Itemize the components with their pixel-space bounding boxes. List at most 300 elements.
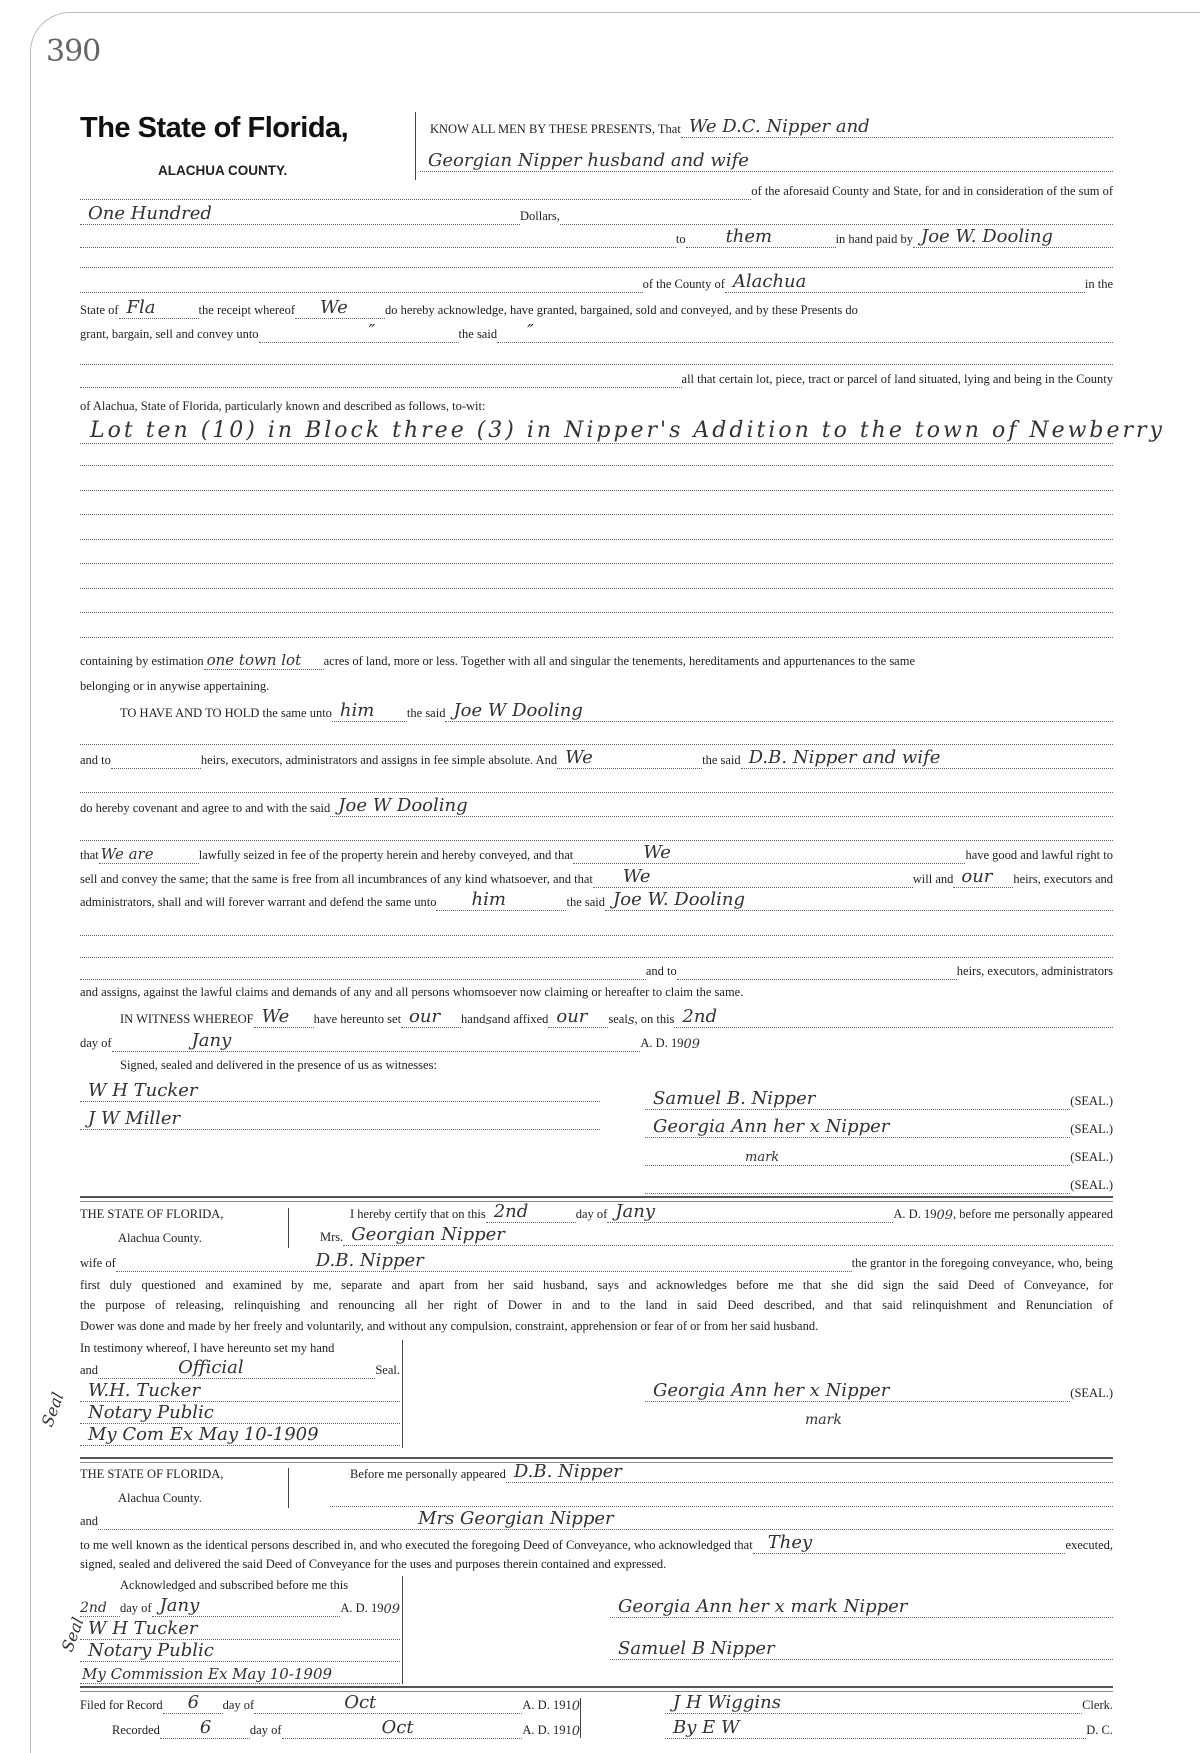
handwriting: W H Tucker	[88, 1080, 198, 1101]
blank-field	[80, 961, 646, 980]
handwriting: 2nd	[493, 1201, 529, 1222]
document-title: The State of Florida,	[80, 112, 349, 144]
label: of Alachua, State of Florida, particularly known and described as follows, to-wit:	[80, 399, 486, 413]
filed-row	[80, 1694, 580, 1714]
grantee-field	[445, 700, 1113, 722]
witness-signature	[80, 1082, 600, 1102]
grantor-signature	[645, 1174, 1113, 1194]
paragraph-line: the purpose of releasing, relinquishing and renouncing all her right of Dower in and to the land in said Deed described, and that said relinquishment and Renunciation of	[80, 1298, 1113, 1312]
grantors-row-2	[420, 152, 1113, 172]
label: to	[675, 232, 686, 246]
row	[80, 1315, 1113, 1335]
row	[80, 395, 1113, 415]
row	[120, 1054, 1113, 1074]
handwriting: Joe W. Dooling	[613, 889, 745, 910]
grantee-field	[330, 795, 1113, 817]
grantee-field	[913, 226, 1113, 248]
notary-line	[80, 1664, 400, 1684]
label: A. D. 191	[522, 1698, 572, 1712]
grantor-signature	[645, 1146, 1113, 1166]
grantors-field	[681, 116, 1113, 138]
official-row	[80, 1359, 400, 1379]
handwriting: D.B. Nipper	[315, 1250, 424, 1271]
label: D. C.	[1086, 1723, 1113, 1737]
notary-line	[80, 1642, 400, 1662]
known-row	[80, 1534, 1113, 1554]
label: belonging or in anywise appertaining.	[80, 679, 270, 693]
label: will and	[912, 872, 954, 886]
our-field	[953, 866, 1013, 888]
handwriting: Notary Public	[88, 1402, 214, 1423]
handwriting: We	[565, 747, 593, 768]
blank-field	[80, 496, 1113, 515]
label: A. D. 19	[640, 1036, 684, 1050]
label: KNOW ALL MEN BY THESE PRESENTS, That	[430, 122, 681, 136]
label: lawfully seized in fee of the property herein and hereby conveyed, and that	[198, 848, 574, 862]
handwriting: W.H. Tucker	[88, 1380, 201, 1401]
handwriting: Oct	[344, 1692, 377, 1713]
label: A. D. 191	[522, 1723, 572, 1737]
label: grant, bargain, sell and convey unto	[80, 327, 259, 341]
label: THE STATE OF FLORIDA,	[80, 1207, 224, 1221]
blank-field	[677, 961, 957, 980]
handwriting: 09	[936, 1208, 953, 1223]
row	[80, 821, 1113, 841]
seal-notation: Seal	[57, 1614, 88, 1655]
row	[80, 725, 1113, 745]
handwriting: s	[627, 1013, 635, 1028]
description-field	[80, 418, 1165, 444]
ack-date-row	[80, 1597, 400, 1617]
grantors-row	[430, 118, 1113, 138]
month-field	[112, 1030, 641, 1052]
handwriting: We D.C. Nipper and	[688, 116, 870, 137]
handwriting: 2nd	[682, 1006, 717, 1027]
signature-line	[80, 1080, 600, 1102]
row	[80, 180, 1113, 200]
handwriting: We	[320, 297, 348, 318]
we-field	[254, 1006, 314, 1028]
sum-field	[80, 203, 520, 225]
filed-day-field	[163, 1692, 223, 1714]
witness-row	[120, 1008, 1113, 1028]
day-field	[80, 1598, 120, 1617]
label: , before me personally appeared	[953, 1207, 1113, 1221]
and-row	[80, 1510, 1113, 1530]
they-field	[753, 1532, 1066, 1554]
blank-field	[80, 229, 676, 248]
paragraph-line: Dower was done and made by her freely and voluntarily, and without any compulsion, constraint, apprehension or fear of or from her said husband.	[80, 1319, 819, 1333]
handwriting: him	[471, 889, 506, 910]
label: IN WITNESS WHEREOF	[120, 1012, 254, 1026]
blank-field	[80, 822, 1113, 841]
wife-field	[343, 1224, 1113, 1246]
paragraph-line: first duly questioned and examined by me, separate and apart from her said husband, says and acknowledges before me that she did sign the said Deed of Conveyance, for	[80, 1278, 1113, 1292]
handwriting: 09	[683, 1037, 700, 1052]
handwriting: s	[485, 1013, 493, 1028]
row	[80, 345, 1113, 365]
label: In testimony whereof, I have hereunto set my hand	[80, 1341, 335, 1355]
handwriting: 6	[187, 1692, 200, 1713]
row	[80, 1274, 1113, 1294]
blank-field	[111, 750, 201, 769]
handwriting: ″	[368, 321, 376, 342]
handwriting: Jany	[159, 1595, 200, 1616]
blank-field	[80, 181, 751, 200]
signature-line	[80, 1424, 400, 1446]
handwriting: Georgia Ann her x Nipper	[653, 1380, 890, 1401]
unto-field	[332, 700, 407, 722]
signature-line	[645, 1088, 1070, 1110]
label: do hereby acknowledge, have granted, bargained, sold and conveyed, and by these Presents do	[385, 303, 858, 317]
deputy-row	[665, 1719, 1113, 1739]
grantors-field-2	[420, 150, 1113, 172]
signature-line	[80, 1402, 400, 1424]
handwriting: mark	[745, 1150, 780, 1165]
blank-field	[560, 206, 1113, 225]
handwriting: Notary Public	[88, 1640, 214, 1661]
row	[80, 495, 1113, 515]
month-field	[607, 1201, 893, 1223]
witness-signature	[80, 1110, 600, 1130]
blank-field	[80, 939, 1113, 958]
label: that	[80, 848, 99, 862]
row	[118, 1487, 278, 1507]
page-number: 390	[46, 34, 101, 69]
label: and	[80, 1514, 99, 1528]
signature-line	[645, 1380, 1070, 1402]
seal-label: (SEAL.)	[1070, 1094, 1113, 1108]
label: day of	[120, 1601, 152, 1615]
handwriting: D.B. Nipper and wife	[748, 747, 941, 768]
handwriting: Jany	[191, 1030, 232, 1051]
handwriting: 0	[571, 1699, 580, 1714]
blank-field	[80, 545, 1113, 564]
label: of the County of	[642, 277, 725, 291]
label: State of	[80, 303, 119, 317]
brace	[580, 1698, 581, 1738]
acres-field	[204, 651, 324, 670]
label: wife of	[80, 1256, 116, 1270]
label: acres of land, more or less. Together with all and singular the tenements, hereditaments and appurtenances to the same	[323, 654, 915, 668]
row	[80, 981, 1113, 1001]
label: seal	[608, 1012, 628, 1026]
signature-line	[80, 1665, 400, 1684]
handwriting: D.B. Nipper	[513, 1461, 622, 1482]
label: have good and lawful right to	[965, 848, 1113, 862]
notary-line	[80, 1426, 400, 1446]
rec-month-field	[282, 1717, 523, 1739]
handwriting: We are	[100, 845, 154, 863]
handwriting: Jany	[615, 1201, 656, 1222]
grantors-field	[741, 747, 1113, 769]
handwriting: Joe W Dooling	[453, 700, 583, 721]
label: day of	[575, 1207, 608, 1221]
row	[80, 593, 1113, 613]
label: the said	[566, 895, 606, 909]
label: Recorded	[112, 1723, 160, 1737]
handwriting: Oct	[381, 1717, 414, 1738]
seal-label: (SEAL.)	[1070, 1178, 1113, 1192]
signature-line	[645, 1175, 1070, 1194]
we-field	[593, 866, 913, 888]
label: A. D. 19	[893, 1207, 937, 1221]
handwriting: our	[961, 866, 993, 887]
label: the said	[702, 753, 741, 767]
brace	[288, 1208, 289, 1248]
label: have hereunto set	[313, 1012, 402, 1026]
label: Mrs.	[320, 1230, 344, 1244]
handwriting: Georgian Nipper husband and wife	[428, 150, 749, 171]
seal-label: (SEAL.)	[1070, 1150, 1113, 1164]
label: Seal.	[375, 1363, 400, 1377]
label: do hereby covenant and agree to and with the said	[80, 801, 331, 815]
signature-line	[80, 1618, 400, 1640]
handwriting: We	[643, 842, 671, 863]
label: containing by estimation	[80, 654, 204, 668]
handwriting: 2nd	[80, 1600, 107, 1616]
label: and	[80, 1363, 99, 1377]
label: TO HAVE AND TO HOLD the same unto	[120, 706, 332, 720]
grant-row	[80, 323, 1113, 343]
label: I hereby certify that on this	[350, 1207, 486, 1221]
label: and to	[80, 753, 111, 767]
signature-line	[645, 1116, 1070, 1138]
signer-signature	[610, 1598, 1113, 1618]
free-row	[80, 868, 1113, 888]
brace	[288, 1468, 289, 1508]
signature-line	[80, 1640, 400, 1662]
row	[80, 675, 1113, 695]
signature-line	[610, 1596, 1113, 1618]
row	[80, 248, 1113, 268]
seized-row	[80, 844, 1113, 864]
label: to me well known as the identical persons described in, and who executed the foregoing Deed of Conveyance, who acknowledged that	[80, 1538, 753, 1552]
label: administrators, shall and will forever warrant and defend the same unto	[80, 895, 437, 909]
blank-field	[80, 472, 1113, 491]
label: executed,	[1065, 1538, 1113, 1552]
state-row	[80, 299, 1113, 319]
deputy-signature	[665, 1717, 1086, 1739]
label: of the aforesaid County and State, for and in consideration of the sum of	[751, 184, 1113, 198]
divider	[80, 1196, 1113, 1202]
label: and to	[645, 964, 677, 978]
label: , on this	[634, 1012, 675, 1026]
handwriting: W H Tucker	[88, 1618, 198, 1639]
handwriting: By E W	[673, 1717, 740, 1738]
brace	[415, 112, 416, 180]
grantee-field	[605, 889, 1113, 911]
mrs-row	[320, 1226, 1113, 1246]
handwriting: My Commission Ex May 10-1909	[82, 1665, 333, 1683]
handwriting: our	[409, 1006, 441, 1027]
notary-line	[80, 1404, 400, 1424]
label: heirs, executors and	[1013, 872, 1113, 886]
blank-field	[80, 774, 1113, 793]
label: in the	[1084, 277, 1113, 291]
label: signed, sealed and delivered the said Deed of Conveyance for the uses and purposes therein contained and expressed.	[80, 1557, 667, 1571]
we-are-field	[99, 845, 199, 864]
brace	[402, 1576, 403, 1684]
state-field	[119, 297, 199, 319]
blank-field	[80, 521, 1113, 540]
notary-line	[80, 1382, 400, 1402]
row	[80, 1463, 280, 1483]
handwriting: They	[767, 1532, 813, 1553]
row	[330, 1487, 1113, 1507]
label: day of	[80, 1036, 112, 1050]
handwriting: J H Wiggins	[673, 1692, 781, 1713]
row	[80, 938, 1113, 958]
handwriting: Official	[178, 1357, 244, 1378]
row	[80, 368, 1113, 388]
acres-row	[80, 650, 1113, 670]
label: day of	[222, 1698, 255, 1712]
handwriting: Joe W Dooling	[338, 795, 468, 816]
handwriting: Georgia Ann her x Nipper	[653, 1116, 890, 1137]
label: THE STATE OF FLORIDA,	[80, 1467, 224, 1481]
label: Dollars,	[520, 209, 560, 223]
county-row	[80, 273, 1113, 293]
label: the receipt whereof	[198, 303, 296, 317]
row	[80, 1294, 1113, 1314]
handwriting: 0	[571, 1724, 580, 1739]
label: A. D. 19	[340, 1601, 384, 1615]
person-field	[506, 1461, 1113, 1483]
blank-field	[80, 447, 1113, 466]
we-field	[557, 747, 702, 769]
handwriting: We	[622, 866, 651, 887]
mark-text: mark	[805, 1412, 842, 1428]
warrant-row	[80, 891, 1113, 911]
unto-field	[436, 889, 566, 911]
row	[80, 1553, 1113, 1573]
grantor-signature	[645, 1118, 1113, 1138]
handwriting: Georgian Nipper	[351, 1224, 505, 1245]
county-field	[725, 271, 1085, 293]
habendum-row	[120, 702, 1113, 722]
signature-line	[610, 1638, 1113, 1660]
blank-field	[80, 570, 1113, 589]
receipt-field	[295, 297, 385, 319]
blank-field	[80, 917, 1113, 936]
appeared-row	[350, 1463, 1113, 1483]
seal-label: (SEAL.)	[1070, 1122, 1113, 1136]
signer-signature	[610, 1640, 1113, 1660]
label: Alachua County.	[118, 1231, 202, 1245]
signature-line	[645, 1147, 1070, 1166]
label: and affixed	[492, 1012, 549, 1026]
label: Filed for Record	[80, 1698, 163, 1712]
divider	[80, 1686, 1113, 1692]
filed-month-field	[254, 1692, 522, 1714]
handwriting: Alachua	[732, 271, 807, 292]
row	[80, 569, 1113, 589]
month-field	[152, 1595, 341, 1617]
label: all that certain lot, piece, tract or parcel of land situated, lying and being in the County	[681, 372, 1113, 386]
handwriting: Lot ten (10) in Block three (3) in Nipper's Addition to the town of Newberry	[90, 418, 1165, 443]
description-row	[80, 418, 1165, 444]
unto-field	[259, 321, 459, 343]
handwriting: them	[725, 226, 773, 247]
said-field	[497, 321, 1113, 343]
handwriting: Samuel B. Nipper	[653, 1088, 816, 1109]
notary-line	[80, 1620, 400, 1640]
handwriting: 09	[383, 1602, 400, 1617]
paid-row	[80, 228, 1113, 248]
label: the said	[458, 327, 498, 341]
handwriting: We	[261, 1006, 290, 1027]
rec-day-field	[160, 1717, 250, 1739]
sum-row	[80, 205, 1113, 225]
handwriting: One Hundred	[88, 203, 212, 224]
row	[120, 1574, 400, 1594]
clerk-row	[665, 1694, 1113, 1714]
we-field	[573, 842, 965, 864]
handwriting: Fla	[126, 297, 156, 318]
handwriting: J W Miller	[88, 1108, 181, 1129]
blank-field	[80, 249, 1113, 268]
label: Acknowledged and subscribed before me this	[120, 1578, 349, 1592]
handwriting: ″	[527, 321, 534, 342]
label: in hand paid by	[835, 232, 913, 246]
signature-line	[80, 1380, 400, 1402]
our-field	[548, 1006, 608, 1028]
row	[80, 618, 1113, 638]
handwriting: 6	[199, 1717, 212, 1738]
day-field	[486, 1201, 576, 1223]
seal-label: (SEAL.)	[1070, 1386, 1113, 1400]
person-field	[98, 1508, 1113, 1530]
husband-field	[116, 1250, 852, 1272]
blank-field	[80, 274, 643, 293]
our-field	[401, 1006, 461, 1028]
certify-row	[350, 1203, 1113, 1223]
blank-field	[330, 1488, 1113, 1507]
label: Signed, sealed and delivered in the presence of us as witnesses:	[120, 1058, 437, 1072]
row	[80, 520, 1113, 540]
blank-field	[80, 369, 682, 388]
heirs-row	[80, 749, 1113, 769]
blank-field	[80, 346, 1113, 365]
blank-field	[80, 594, 1113, 613]
label: the said	[406, 706, 446, 720]
label: the grantor in the foregoing conveyance, who, being	[851, 1256, 1113, 1270]
county-heading: ALACHUA COUNTY.	[158, 163, 288, 178]
handwriting: My Com Ex May 10-1909	[88, 1424, 319, 1445]
row	[80, 1337, 400, 1357]
row	[80, 446, 1113, 466]
label: Clerk.	[1082, 1698, 1113, 1712]
handwriting: him	[339, 700, 375, 721]
blank-field	[80, 726, 1113, 745]
row	[80, 544, 1113, 564]
to-field	[686, 226, 836, 248]
row	[80, 471, 1113, 491]
label: Alachua County.	[118, 1491, 202, 1505]
handwriting: Samuel B Nipper	[618, 1638, 775, 1659]
label: Before me personally appeared	[350, 1467, 506, 1481]
row	[80, 960, 1113, 980]
label: day of	[249, 1723, 282, 1737]
wife-signature	[645, 1382, 1113, 1402]
official-field	[98, 1357, 375, 1379]
label: heirs, executors, administrators	[956, 964, 1113, 978]
label: heirs, executors, administrators and assigns in fee simple absolute. And	[200, 753, 558, 767]
row	[80, 1203, 280, 1223]
wife-row	[80, 1252, 1113, 1272]
label: hand	[461, 1012, 486, 1026]
